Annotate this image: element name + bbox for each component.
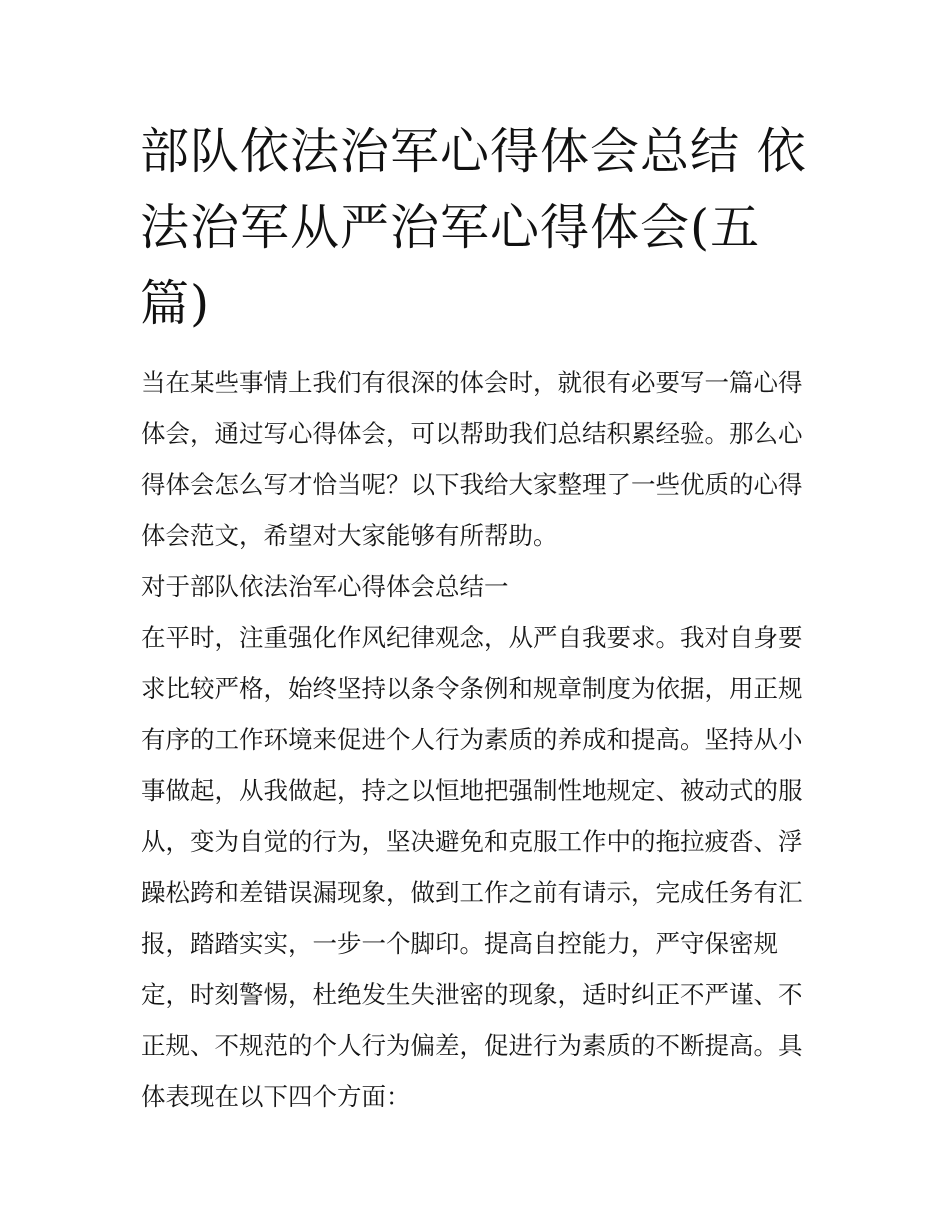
text-line: 报，踏踏实实，一步一个脚印。提高自控能力，严守保密规 — [141, 929, 778, 958]
text-line: 在平时，注重强化作风纪律观念，从严自我要求。我对自身要 — [141, 623, 803, 652]
text-line: 求比较严格，始终坚持以条令条例和规章制度为依据，用正规 — [141, 674, 803, 703]
title-line: 篇) — [140, 275, 211, 332]
text-line: 得体会怎么写才恰当呢？以下我给大家整理了一些优质的心得 — [141, 470, 803, 499]
text-line: 事做起，从我做起，持之以恒地把强制性地规定、被动式的服 — [141, 776, 803, 805]
document-title — [140, 114, 840, 342]
text-line: 从，变为自觉的行为，坚决避免和克服工作中的拖拉疲沓、浮 — [141, 827, 803, 856]
text-line: 体会，通过写心得体会，可以帮助我们总结积累经验。那么心 — [141, 419, 803, 448]
text-line: 正规、不规范的个人行为偏差，促进行为素质的不断提高。具 — [141, 1031, 803, 1060]
text-line: 有序的工作环境来促进个人行为素质的养成和提高。坚持从小 — [141, 725, 803, 754]
text-line: 定，时刻警惕，杜绝发生失泄密的现象，适时纠正不严谨、不 — [141, 980, 803, 1009]
intro-paragraph — [141, 357, 831, 561]
text-line: 当在某些事情上我们有很深的体会时，就很有必要写一篇心得 — [141, 368, 803, 397]
text-line: 体会范文，希望对大家能够有所帮助。 — [141, 521, 558, 550]
text-line: 体表现在以下四个方面： — [141, 1082, 411, 1111]
title-line: 法治军从严治军心得体会(五 — [140, 199, 761, 256]
document-body — [141, 357, 831, 1122]
text-line: 躁松跨和差错误漏现象，做到工作之前有请示，完成任务有汇 — [141, 878, 803, 907]
title-line: 部队依法治军心得体会总结 依 — [140, 123, 807, 180]
section-heading: 对于部队依法治军心得体会总结一 — [141, 572, 509, 601]
body-paragraph — [141, 612, 831, 1122]
